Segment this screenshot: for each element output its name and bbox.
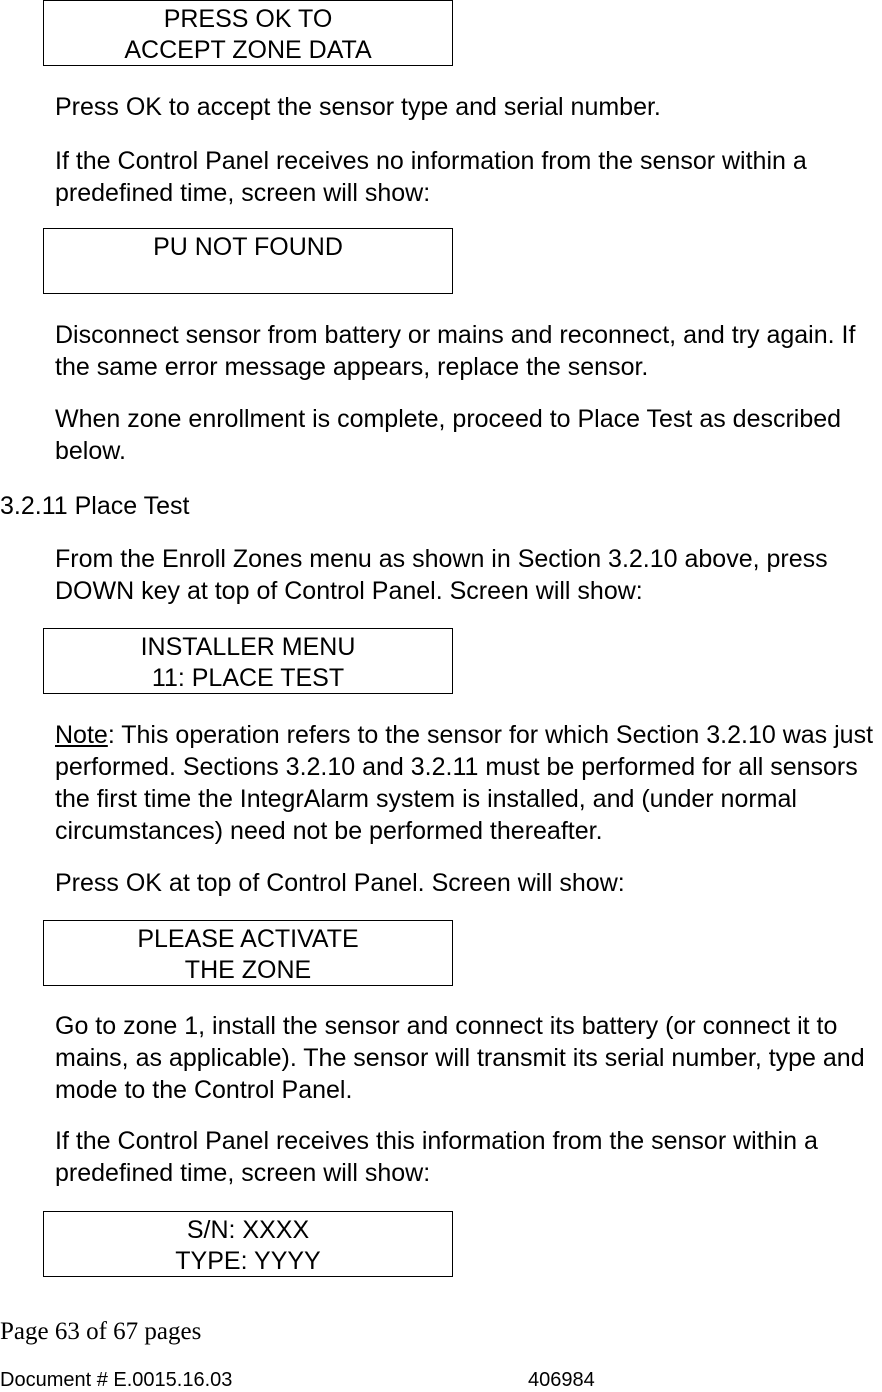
screen-line-2: TYPE: YYYY — [175, 1247, 321, 1275]
screen-line-2: ACCEPT ZONE DATA — [124, 36, 372, 64]
screen-line-2: THE ZONE — [184, 956, 312, 984]
screen-sn-type — [43, 1211, 453, 1277]
screen-please-activate — [43, 920, 453, 986]
paragraph-press-ok: Press OK at top of Control Panel. Screen will show: — [55, 869, 625, 897]
note-label: Note — [55, 721, 108, 749]
screen-installer-menu — [43, 628, 453, 694]
paragraph-note — [55, 719, 882, 847]
document-number: Document # E.0015.16.03 — [0, 1369, 233, 1391]
screen-line-1: PU NOT FOUND — [153, 233, 343, 261]
section-heading: 3.2.11 Place Test — [0, 492, 190, 520]
paragraph-no-info: If the Control Panel receives no information from the sensor within a predefined time, screen will show: — [55, 147, 807, 207]
screen-pu-not-found — [43, 228, 453, 294]
document-code: 406984 — [528, 1369, 595, 1391]
paragraph-receives-info: If the Control Panel receives this information from the sensor within a predefined time, screen will show: — [55, 1127, 818, 1187]
screen-line-1: S/N: XXXX — [186, 1216, 310, 1244]
screen-accept-zone-data — [43, 0, 453, 66]
paragraph-enroll-zones: From the Enroll Zones menu as shown in Section 3.2.10 above, press DOWN key at top of Control Panel. Screen will show: — [55, 545, 828, 605]
paragraph-disconnect: Disconnect sensor from battery or mains and reconnect, and try again. If the same error message appears, replace the sensor. — [55, 321, 856, 381]
note-text: : This operation refers to the sensor for which Section 3.2.10 was just performed. Sections 3.2.10 and 3.2.11 must be performed for all sensors the first time the IntegrAlarm system is installed, and (under normal circumstances) need not be performed thereafter. — [55, 721, 874, 845]
screen-line-1: PLEASE ACTIVATE — [137, 925, 359, 953]
screen-line-2: 11: PLACE TEST — [151, 664, 345, 692]
screen-line-1: PRESS OK TO — [163, 5, 333, 33]
paragraph-accept: Press OK to accept the sensor type and serial number. — [55, 93, 661, 121]
page-number: Page 63 of 67 pages — [0, 1318, 202, 1345]
paragraph-complete: When zone enrollment is complete, proceed to Place Test as described below. — [55, 405, 842, 465]
paragraph-go-to-zone: Go to zone 1, install the sensor and connect its battery (or connect it to mains, as applicable). The sensor will transmit its serial number, type and mode to the Control Panel. — [55, 1012, 865, 1104]
screen-line-1: INSTALLER MENU — [140, 633, 356, 661]
